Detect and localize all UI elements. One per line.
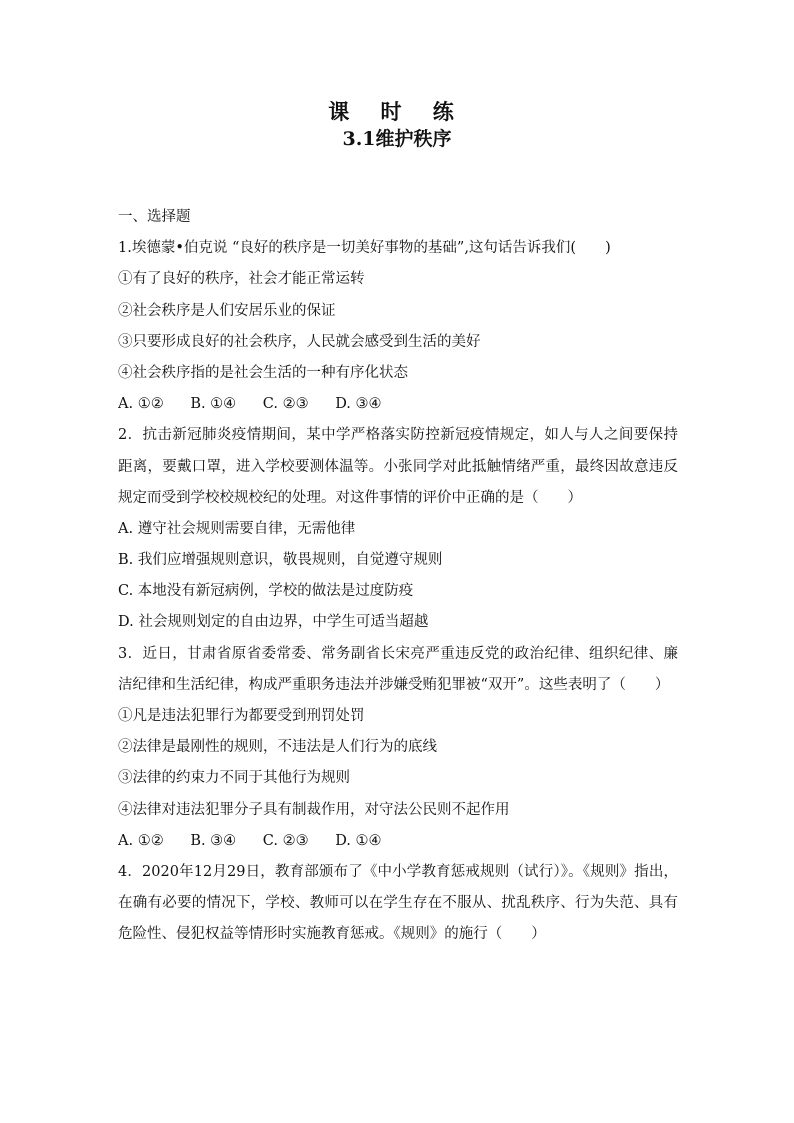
question-1-option-a: A. ①② xyxy=(118,396,164,413)
question-2-option-b: B. 我们应增强规则意识，敬畏规则，自觉遵守规则 xyxy=(118,552,443,569)
question-3-item-2: ②法律是最刚性的规则，不违法是人们行为的底线 xyxy=(118,739,437,756)
question-3-options xyxy=(118,826,678,857)
question-1-item-4: ④社会秩序指的是社会生活的一种有序化状态 xyxy=(118,364,408,381)
question-3-item-4: ④法律对违法犯罪分子具有制裁作用，对守法公民则不起作用 xyxy=(118,801,510,818)
question-3-option-d: D. ①④ xyxy=(335,832,382,849)
question-1-item-3: ③只要形成良好的社会秩序，人民就会感受到生活的美好 xyxy=(118,333,481,350)
question-1-option-c: C. ②③ xyxy=(262,396,309,413)
question-3-item-1: ①凡是违法犯罪行为都要受到刑罚处罚 xyxy=(118,708,365,725)
question-3-option-a: A. ①② xyxy=(118,832,164,849)
section-label: 一、选择题 xyxy=(118,209,191,225)
lesson-title: 3.1维护秩序 xyxy=(342,128,452,150)
question-1-options xyxy=(118,389,678,420)
page-title: 课 时 练 xyxy=(328,99,466,124)
question-1-option-d: D. ③④ xyxy=(335,396,382,413)
question-3-item-3: ③法律的约束力不同于其他行为规则 xyxy=(118,770,350,787)
question-2-option-d: D. 社会规则划定的自由边界，中学生可适当超越 xyxy=(118,614,429,631)
question-1-item-1: ①有了良好的秩序，社会才能正常运转 xyxy=(118,271,365,288)
question-3-stem: 3．近日，甘肃省原省委常委、常务副省长宋亮严重违反党的政治纪律、组织纪律、廉洁纪律和生活纪律，构成严重职务违法并涉嫌受贿犯罪被“双开”。这些表明了（ ） xyxy=(118,645,678,693)
question-4-stem: 4．2020年12月29日，教育部颁布了《中小学教育惩戒规则（试行）》。《规则》指出，在确有必要的情况下，学校、教师可以在学生存在不服从、扰乱秩序、行为失范、具有危险性、侵犯权益等情形时实施教育惩戒。《规则》的施行（ ） xyxy=(118,864,678,943)
question-3-option-b: B. ③④ xyxy=(190,832,237,849)
question-1-option-b: B. ①④ xyxy=(190,396,237,413)
question-2-option-c: C. 本地没有新冠病例，学校的做法是过度防疫 xyxy=(118,583,414,600)
question-content xyxy=(118,202,678,951)
question-2-option-a: A. 遵守社会规则需要自律，无需他律 xyxy=(118,520,356,537)
question-1-stem: 1.埃德蒙•伯克说 “良好的秩序是一切美好事物的基础”,这句话告诉我们( ) xyxy=(118,240,611,257)
question-2-stem: 2．抗击新冠肺炎疫情期间，某中学严格落实防控新冠疫情规定，如人与人之间要保持距离，要戴口罩，进入学校要测体温等。小张同学对此抵触情绪严重，最终因故意违反规定而受到学校校规校纪的处理。对这件事情的评价中正确的是（ ） xyxy=(118,427,678,506)
question-3-option-c: C. ②③ xyxy=(262,832,309,849)
question-1-item-2: ②社会秩序是人们安居乐业的保证 xyxy=(118,302,336,319)
